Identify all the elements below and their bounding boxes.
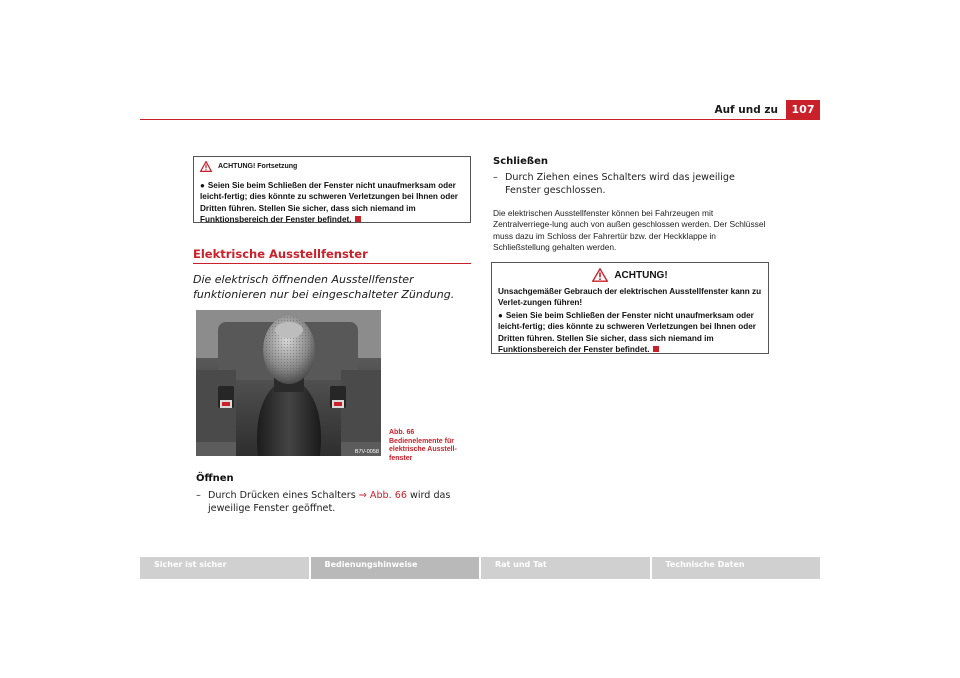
warning-continued-header <box>200 161 464 172</box>
warning-triangle-icon <box>592 268 608 282</box>
close-step <box>493 171 763 197</box>
close-heading: Schließen <box>493 156 548 167</box>
end-marker-icon <box>355 216 361 222</box>
warning-box <box>491 262 769 354</box>
dash-icon: – <box>196 490 201 501</box>
close-step-text: Durch Ziehen eines Schalters wird das jeweilige Fenster geschlossen. <box>505 172 735 196</box>
bullet-icon: ● <box>200 181 205 190</box>
footer-tab-bedienung[interactable]: Bedienungshinweise <box>311 557 480 579</box>
warning-continued-text: Seien Sie beim Schließen der Fenster nicht unaufmerksam oder leicht-fertig; dies könnte zu schweren Verletzungen bei Ihnen oder Dritten führen. Stellen Sie sicher, dass sich niemand im Funktionsbereich der Fenster befindet. <box>200 181 458 225</box>
open-step-text-before: Durch Drücken eines Schalters <box>208 490 359 501</box>
window-switch-photo <box>196 310 381 456</box>
warning-line-2: Seien Sie beim Schließen der Fenster nicht unaufmerksam oder leicht-fertig; dies könnte zu schweren Verletzungen bei Ihnen oder Dritten führen. Stellen Sie sicher, dass sich niemand im Funktionsbereich der Fenster befindet. <box>498 310 756 355</box>
gear-shift-illustration <box>196 310 381 456</box>
warning-continued-box <box>193 156 471 223</box>
end-marker-icon <box>653 346 659 352</box>
open-step-text-after: wird das jeweilige Fenster geöffnet. <box>208 490 451 514</box>
warning-label: ACHTUNG! <box>614 269 668 281</box>
warning-header <box>498 268 762 282</box>
arrow-right-icon: ⇒ <box>358 490 367 501</box>
warning-line-1: Unsachgemäßer Gebrauch der elektrischen Ausstellfenster kann zu Verlet-zungen führen! <box>498 287 762 308</box>
bullet-icon: ● <box>498 310 503 320</box>
warning-triangle-icon <box>200 161 212 172</box>
footer-tab-rat[interactable]: Rat und Tat <box>481 557 650 579</box>
header-rule <box>140 119 820 120</box>
footer-tab-technik[interactable]: Technische Daten <box>652 557 821 579</box>
dash-icon: – <box>493 172 498 183</box>
figure-reference-link[interactable]: Abb. 66 <box>369 490 407 501</box>
open-step <box>196 489 476 515</box>
section-rule <box>193 263 471 264</box>
section-intro: Die elektrisch öffnenden Ausstellfenster funktionieren nur bei eingeschalteter Zündung. <box>193 273 455 301</box>
warning-line-2-block <box>498 310 762 356</box>
warning-continued-text-block <box>200 180 464 226</box>
chapter-title: Auf und zu <box>714 104 778 116</box>
figure-code: B7V-0058 <box>354 449 379 455</box>
page-number: 107 <box>786 100 820 119</box>
section-title: Elektrische Ausstellfenster <box>193 247 368 261</box>
figure-caption: Abb. 66 Bedienelemente für elektrische Ausstell-fenster <box>389 429 457 462</box>
warning-continued-label: ACHTUNG! Fortsetzung <box>218 163 298 170</box>
footer-nav <box>140 557 820 579</box>
exterior-close-paragraph: Die elektrischen Ausstellfenster können bei Fahrzeugen mit Zentralverriege-lung auch von außen geschlossen werden. Der Schlüssel muss dazu im Schloss der Fahrertür bzw. der Heckklappe in Schließstellung gehalten werden. <box>493 208 766 252</box>
open-heading: Öffnen <box>196 473 234 484</box>
footer-tab-sicher[interactable]: Sicher ist sicher <box>140 557 309 579</box>
